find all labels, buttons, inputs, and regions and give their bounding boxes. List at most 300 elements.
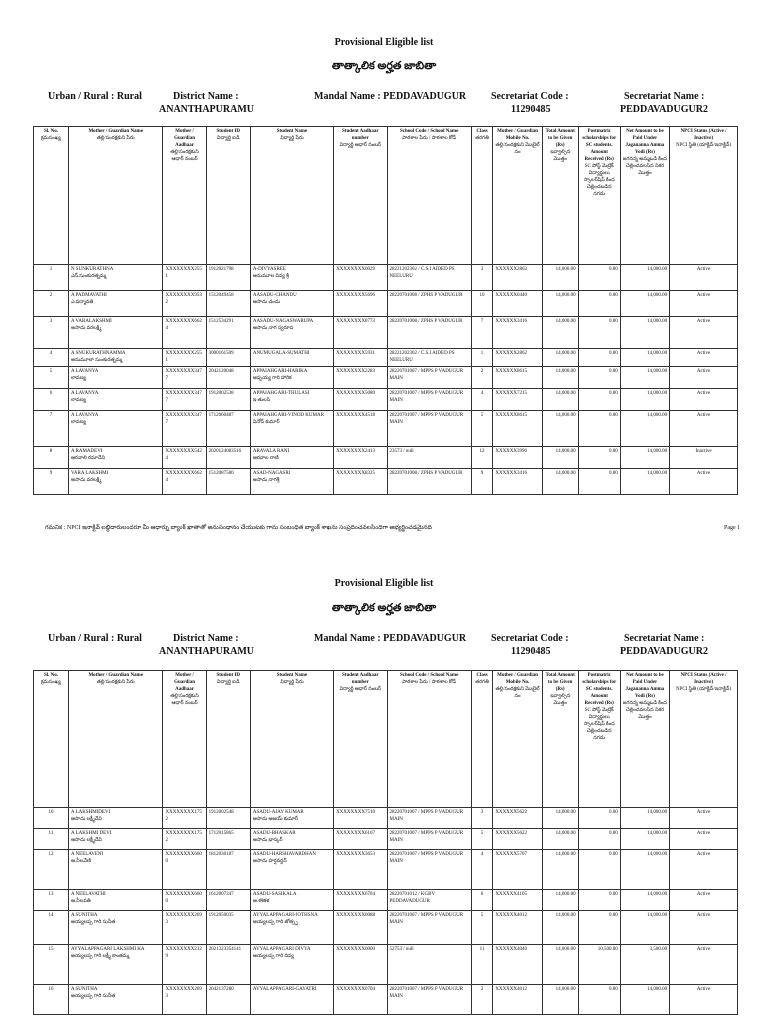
cell-school [387,890,471,911]
cell-class [471,911,493,945]
cell-net [620,447,669,469]
cell-saadhaar [334,367,387,389]
cell-student [250,349,333,367]
cell-mother-te: లావణ్య [70,376,86,381]
cell-total-text: 14,000.00 [555,831,576,836]
cell-class-text: 7 [480,319,484,324]
cell-npci-text: Active [696,413,711,418]
cell-class [471,890,493,911]
table-row [34,850,738,890]
cell-saadhaar-text: XXXXXXXX8325 [336,471,375,476]
cell-npci [670,411,738,447]
cell-mother-text: A LAVANYA [70,391,99,396]
cell-mother [68,291,163,317]
cell-sl-text: 9 [49,471,53,476]
cell-sid-text: 1912002548 [208,810,234,815]
column-header [493,127,542,265]
cell-sl-text: 3 [49,319,53,324]
cell-class-text: 11 [479,947,485,952]
cell-saadhaar-text: XXXXXXXX0088 [336,913,375,918]
cell-sid-text: 1812030187 [208,852,234,857]
cell-sid [206,829,250,850]
cell-mother [68,808,163,829]
cell-mobile [493,985,542,1015]
cell-net-text: 14,000.00 [647,413,668,418]
cell-mobile [493,808,542,829]
column-header-en: Student Aadhaar number [342,673,379,685]
cell-mobile-text: XXXXXX4012 [495,987,528,992]
cell-sid [206,349,250,367]
cell-school-text: 28221202302 / C.S.I AIDED PS NEELURU [389,351,455,363]
column-header [542,671,578,808]
cell-total-text: 14,000.00 [555,947,576,952]
cell-student [250,411,333,447]
cell-sid [206,911,250,945]
cell-npci-text: Active [696,852,711,857]
cell-sid [206,469,250,495]
cell-sid-text: 1912050035 [208,913,234,918]
cell-aadhaar [163,349,206,367]
cell-mother-te: అయ్యలప్ప గారి లక్ష్మీ కాంతమ్మ [70,954,130,959]
cell-sid-text: 3000161509 [208,351,234,356]
cell-saadhaar-text: XXXXXXXX6167 [336,831,375,836]
column-header-en: Mother / Guardian Mobile No. [497,673,538,685]
cell-mobile-text: XXXXXX3416 [495,319,528,324]
column-header-te: NPCI స్థితి (యాక్టివ్/ఇనాక్టివ్) [675,143,732,148]
cell-mother-te: ఆ.నీలవతి [70,899,91,904]
cell-mother [68,829,163,850]
cell-mother-te: ఆరవాలి రమాదేవి [70,456,105,461]
cell-mother-text: A LAVANYA [70,413,99,418]
cell-mobile-text: XXXXXX2862 [495,351,528,356]
table-row [34,447,738,469]
cell-student-te: ఆసాదు చందు [252,300,281,305]
cell-sl-text: 4 [49,351,53,356]
column-header-en: Mother / Guardian Name [88,673,143,678]
cell-saadhaar [334,808,387,829]
cell-school-text: 28220701007 / MPPS P VADUGUR MAIN [389,391,464,403]
cell-school [387,367,471,389]
column-header [34,671,69,808]
cell-class [471,829,493,850]
cell-school-text: 23573 / null [389,449,414,454]
cell-saadhaar [334,291,387,317]
cell-saadhaar [334,447,387,469]
cell-mother-te: ఆసాదు లక్ష్మీదేవి [70,838,102,843]
cell-total-text: 14,000.00 [555,369,576,374]
cell-net-text: 14,000.00 [647,831,668,836]
page-title: Provisional Eligible list [334,37,434,48]
cell-total [542,389,578,411]
cell-net [620,808,669,829]
cell-sl-text: 6 [49,391,53,396]
cell-npci [670,945,738,985]
cell-total [542,945,578,985]
cell-student [250,850,333,890]
cell-class-text: 6 [480,892,484,897]
cell-total-text: 14,000.00 [555,892,576,897]
cell-student-te: అయ్యలప్ప గారి దివ్య [252,954,294,959]
cell-sl-text: 13 [48,892,54,897]
cell-aadhaar-text: XXXXXXXX6624 [165,319,202,331]
cell-sid-text: 1512534291 [208,319,234,324]
cell-sl-text: 7 [49,413,53,418]
column-header-te: తరగతి [475,136,489,141]
cell-npci-text: Inactive [695,449,712,454]
column-header-en: Total Amount to be Given (Rs) [545,129,575,148]
cell-class [471,265,493,291]
cell-sid [206,890,250,911]
column-header-te: NPCI స్థితి (యాక్టివ్/ఇనాక్టివ్) [675,687,732,692]
cell-mother-te: లావణ్య [70,420,86,425]
cell-sl [34,349,69,367]
column-header-en: Total Amount to be Given (Rs) [545,673,575,692]
cell-student-te: ఆసాదు భాస్కర్ [252,838,283,843]
cell-mother [68,447,163,469]
cell-aadhaar [163,890,206,911]
column-header-te: తల్లి/సంరక్షకుని ఆధార్ నంబర్ [170,694,199,706]
cell-student [250,389,333,411]
column-header-te: తరగతి [475,680,489,685]
cell-npci-text: Active [696,987,711,992]
cell-class [471,317,493,349]
cell-sl [34,317,69,349]
cell-mobile [493,291,542,317]
cell-net-text: 14,000.00 [647,391,668,396]
cell-aadhaar [163,850,206,890]
cell-school [387,808,471,829]
cell-saadhaar-text: XXXXXXXX7510 [336,810,375,815]
cell-sc [578,911,620,945]
secretariat-name: Secretariat Name : PEDDAVADUGUR2 [620,633,708,657]
cell-mother-text: N SUNKURATHNA [70,267,114,272]
column-header-en: Mother / Guardian Aadhaar [174,673,195,692]
secretariat-code: Secretariat Code : 11290485 [491,633,569,657]
cell-sc-text: 0.00 [609,471,618,476]
cell-total [542,911,578,945]
cell-net [620,265,669,291]
cell-npci-text: Active [696,913,711,918]
cell-sc-text: 10,500.00 [597,947,618,952]
cell-aadhaar [163,447,206,469]
cell-sl [34,829,69,850]
cell-student-text: ASADU-HARSHAVARDHAN [252,852,316,857]
cell-school-text: 28220701008 / ZPHS P VADUGUR [389,471,463,476]
table-row [34,469,738,495]
cell-net-text: 14,000.00 [647,892,668,897]
cell-sl-text: 16 [48,987,54,992]
column-header-en: Class [476,673,488,678]
column-header-te: తల్లి/సంరక్షకుని పేరు [96,680,135,685]
cell-mother-text: A PADMAVATHI [70,293,107,298]
cell-student-text: ASADU-BHASKAR [252,831,296,836]
cell-saadhaar [334,265,387,291]
cell-aadhaar-text: XXXXXXXX6600 [165,852,202,864]
cell-student-te: ఆసాదు హర్షవర్ధన్ [252,859,287,864]
cell-mobile [493,349,542,367]
cell-school-text: 28220701012 / KGBV PEDDAVADUGUR [389,892,435,904]
cell-mother-te: ఎ.పద్మావతి [70,300,94,305]
column-header-en: Net Amount to be Paid Under Jagananna Amma Vodi (Rs) [625,129,665,155]
cell-class [471,349,493,367]
cell-total [542,447,578,469]
cell-mobile [493,945,542,985]
cell-net [620,389,669,411]
cell-saadhaar [334,829,387,850]
column-header-en: Net Amount to be Paid Under Jagananna Amma Vodi (Rs) [625,673,665,699]
column-header [334,671,387,808]
cell-npci-text: Active [696,369,711,374]
column-header-te: పాఠశాల పేరు / పాఠశాల కోడ్ [402,136,457,141]
column-header [542,127,578,265]
cell-mobile-text: XXXXXX4040 [495,947,528,952]
cell-total-text: 14,000.00 [555,810,576,815]
cell-sc-text: 0.00 [609,413,618,418]
cell-npci [670,850,738,890]
cell-school [387,850,471,890]
table-row [34,265,738,291]
cell-net [620,291,669,317]
cell-class [471,411,493,447]
cell-sid [206,291,250,317]
cell-student-text: APPAIAHGARI-VINOD KUMAR [252,413,324,418]
cell-mobile-text: XXXXXX2862 [495,267,528,272]
cell-school [387,829,471,850]
cell-aadhaar-text: XXXXXXXX3477 [165,413,202,425]
cell-sc-text: 0.00 [609,892,618,897]
cell-aadhaar [163,265,206,291]
mandal-name: Mandal Name : PEDDAVADUGUR [314,633,467,644]
cell-mother [68,890,163,911]
cell-school-text: 28220701007 / MPPS P VADUGUR MAIN [389,831,464,843]
table-row [34,890,738,911]
cell-mother [68,317,163,349]
cell-mother-text: AYYALAPPAGARI LAKSHMI KA [70,947,145,952]
cell-school [387,985,471,1015]
cell-total-text: 14,000.00 [555,413,576,418]
cell-mother [68,411,163,447]
district-name: District Name : ANANTHAPURAMU [159,91,254,115]
cell-sc-text: 0.00 [609,913,618,918]
cell-school-text: 28220701008 / ZPHS P VADUGUR [389,319,463,324]
column-header-te: విద్యార్థి పేరు [280,136,304,141]
secretariat-code: Secretariat Code : 11290485 [491,91,569,115]
cell-sc [578,469,620,495]
cell-school-text: 28221202302 / C.S.I AIDED PS NEELURU [389,267,455,279]
cell-mother-text: A LAKSHMI DEVI [70,831,112,836]
cell-class-text: 5 [480,913,484,918]
cell-saadhaar [334,911,387,945]
column-header [250,671,333,808]
column-header-en: Student Aadhaar number [342,129,379,141]
cell-class [471,808,493,829]
table-row [34,945,738,985]
cell-student [250,447,333,469]
column-header-en: Student ID [216,129,240,134]
cell-net-text: 14,000.00 [647,267,668,272]
cell-student [250,265,333,291]
cell-sid [206,945,250,985]
cell-student-te: ఆసాదు అజయ్ కుమార్ [252,817,299,822]
cell-mother-te: అసాదు వరలక్ష్మి [70,326,102,331]
cell-total-text: 14,000.00 [555,852,576,857]
column-header-te: తల్లి/సంరక్షకుని ఆధార్ నంబర్ [170,150,199,162]
mandal-name: Mandal Name : PEDDAVADUGUR [314,91,467,102]
eligible-list-table [33,670,738,1015]
column-header [620,127,669,265]
column-header [68,127,163,265]
cell-student [250,808,333,829]
column-header-en: Student Name [276,129,308,134]
cell-sc [578,985,620,1015]
cell-npci-text: Active [696,293,711,298]
cell-saadhaar [334,389,387,411]
cell-aadhaar-text: XXXXXXXX6624 [165,471,202,483]
column-header [206,671,250,808]
cell-aadhaar [163,411,206,447]
cell-student-te: అప్పయ్య గారి హారిక [252,376,292,381]
cell-npci [670,911,738,945]
cell-npci [670,469,738,495]
column-header [34,127,69,265]
cell-mobile [493,411,542,447]
cell-saadhaar-text: XXXXXXXX4518 [336,413,375,418]
cell-total [542,265,578,291]
cell-npci-text: Active [696,810,711,815]
cell-school [387,291,471,317]
cell-mobile-text: XXXXXX4012 [495,913,528,918]
table-row [34,911,738,945]
column-header [578,671,620,808]
cell-net [620,911,669,945]
table-row [34,808,738,829]
cell-class-text: 2 [480,987,484,992]
cell-mobile [493,317,542,349]
column-header-te: విద్యార్థి పేరు [280,680,304,685]
cell-sc [578,411,620,447]
cell-mother [68,911,163,945]
cell-school-text: 28220701007 / MPPS P VADUGUR MAIN [389,413,464,425]
column-header [163,127,206,265]
column-header-te: క్రమసంఖ్య [40,680,61,685]
cell-sid-text: 1612007347 [208,892,234,897]
cell-mobile-text: XXXXXX3416 [495,471,528,476]
column-header-te: తల్లి/సంరక్షకుని పేరు [96,136,135,141]
column-header [206,127,250,265]
cell-npci [670,829,738,850]
cell-sc [578,447,620,469]
cell-mother [68,265,163,291]
cell-npci-text: Active [696,892,711,897]
page-number: Page 1 [724,525,741,531]
cell-aadhaar-text: XXXXXXXX1752 [165,810,202,822]
cell-aadhaar [163,469,206,495]
cell-sl [34,945,69,985]
cell-school [387,265,471,291]
cell-sl [34,447,69,469]
cell-student-text: AASADU-CHANDU [252,293,297,298]
cell-net-text: 14,000.00 [647,913,668,918]
cell-school-text: 52753 / null [389,947,414,952]
page-subtitle: తాత్కాలిక అర్హత జాబితా [331,602,437,614]
cell-school [387,447,471,469]
cell-sl [34,389,69,411]
cell-npci [670,447,738,469]
cell-mobile-text: XXXXXX0440 [495,293,528,298]
column-header-te: విద్యార్థి ఐడి [216,680,240,685]
column-header-en: Postmatric scholarships for SC students. Amount Received (Rs) [582,673,617,706]
cell-student-te: అసాదు నాగశ్రీ [252,478,280,483]
urban-rural: Urban / Rural : Rural [48,91,142,102]
cell-total-text: 14,000.00 [555,351,576,356]
cell-class-text: 5 [480,831,484,836]
cell-npci-text: Active [696,831,711,836]
cell-sl-text: 15 [48,947,54,952]
cell-sid-text: 1712015865 [208,831,234,836]
cell-class-text: 1 [480,351,484,356]
cell-student-text: A-DIVYASREE [252,267,286,272]
cell-sc [578,850,620,890]
cell-saadhaar [334,469,387,495]
cell-npci-text: Active [696,319,711,324]
cell-aadhaar-text: XXXXXXXX2693 [165,913,202,925]
cell-net-text: 3,500.00 [649,947,668,952]
cell-student [250,945,333,985]
cell-sc [578,317,620,349]
cell-mobile [493,389,542,411]
cell-net-text: 14,000.00 [647,293,668,298]
cell-saadhaar [334,349,387,367]
cell-sl [34,469,69,495]
cell-mother-text: A SUNITHA [70,987,98,992]
cell-sl [34,911,69,945]
cell-student-text: ASADU-SASIKALA [252,892,297,897]
cell-class [471,850,493,890]
cell-sl-text: 5 [49,369,53,374]
cell-saadhaar-text: XXXXXXXX6704 [336,892,375,897]
cell-saadhaar [334,317,387,349]
cell-total [542,317,578,349]
page-subtitle: తాత్కాలిక అర్హత జాబితా [331,60,437,72]
cell-sid-text: 1912021798 [208,267,234,272]
column-header-en: School Code / School Name [399,129,459,134]
cell-mother-text: A SUNITHA [70,913,98,918]
cell-sl-text: 10 [48,810,54,815]
cell-mobile-text: XXXXXX5622 [495,810,528,815]
column-header [387,671,471,808]
column-header-en: Mother / Guardian Mobile No. [497,129,538,141]
cell-net [620,411,669,447]
cell-class [471,447,493,469]
cell-saadhaar [334,411,387,447]
cell-saadhaar-text: XXXXXXXX0029 [336,267,375,272]
cell-mobile-text: XXXXXX3996 [495,449,528,454]
cell-student [250,367,333,389]
cell-aadhaar-text: XXXXXXXX3477 [165,391,202,403]
cell-student-text: AASADU-NAGASWARUPA [252,319,314,324]
cell-net [620,829,669,850]
column-header-en: Student Name [276,673,308,678]
cell-sid [206,411,250,447]
cell-student-text: ANUMUGALA-SUMATHI [252,351,310,356]
cell-mobile-text: XXXXXX5707 [495,852,528,857]
cell-aadhaar [163,367,206,389]
eligible-list-table [33,126,738,495]
cell-total [542,850,578,890]
cell-student-text: APPAIAHGARI-THULASI [252,391,310,396]
cell-total-text: 14,000.00 [555,471,576,476]
cell-sid-text: 1512087580 [208,471,234,476]
